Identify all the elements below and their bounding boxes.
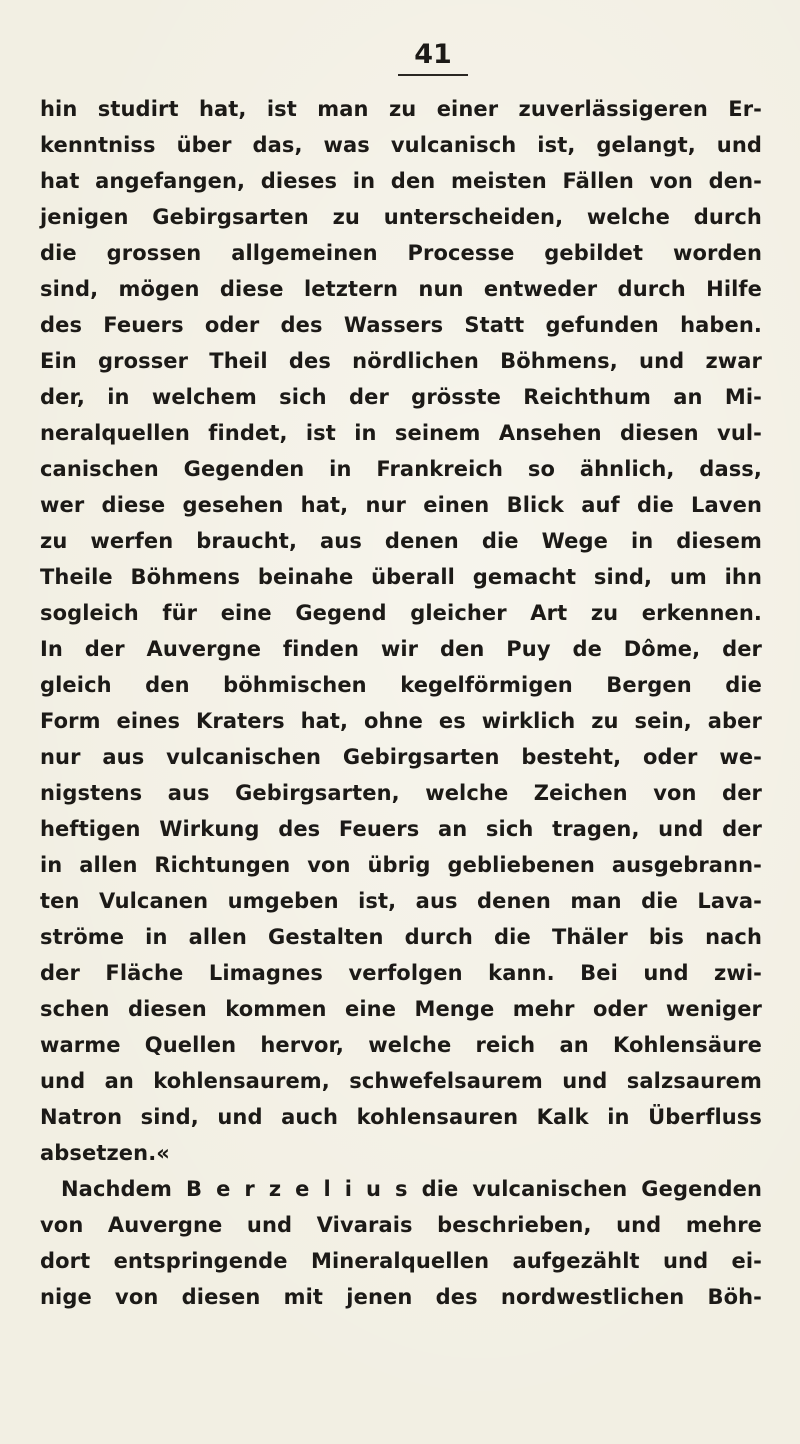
text-line: der Fläche Limagnes verfolgen kann. Bei und zwi- <box>40 961 762 985</box>
text-line: Nachdem B e r z e l i u s die vulcanischen Gegenden <box>61 1177 762 1201</box>
text-line: sogleich für eine Gegend gleicher Art zu erkennen. <box>40 601 762 625</box>
text-line: In der Auvergne finden wir den Puy de Dôme, der <box>40 637 762 661</box>
text-line: ten Vulcanen umgeben ist, aus denen man die Lava- <box>40 889 762 913</box>
text-line: die grossen allgemeinen Processe gebildet worden <box>40 241 762 265</box>
page-number-rule <box>398 74 468 76</box>
paragraph-2 <box>40 1171 762 1315</box>
text-line: von Auvergne und Vivarais beschrieben, und mehre <box>40 1213 762 1237</box>
text-line: nige von diesen mit jenen des nordwestlichen Böh- <box>40 1285 762 1309</box>
text-line: zu werfen braucht, aus denen die Wege in diesem <box>40 529 762 553</box>
text-line: nur aus vulcanischen Gebirgsarten besteht, oder we- <box>40 745 762 769</box>
text-line: des Feuers oder des Wassers Statt gefunden haben. <box>40 313 762 337</box>
text-line: Form eines Kraters hat, ohne es wirklich zu sein, aber <box>40 709 762 733</box>
text-line: hat angefangen, dieses in den meisten Fällen von den- <box>40 169 762 193</box>
text-line: neralquellen findet, ist in seinem Ansehen diesen vul- <box>40 421 762 445</box>
text-line: jenigen Gebirgsarten zu unterscheiden, welche durch <box>40 205 762 229</box>
text-line: absetzen.« <box>40 1141 170 1165</box>
text-line: der, in welchem sich der grösste Reichthum an Mi- <box>40 385 762 409</box>
text-line: Ein grosser Theil des nördlichen Böhmens, und zwar <box>40 349 762 373</box>
text-line: und an kohlensaurem, schwefelsaurem und salzsaurem <box>40 1069 762 1093</box>
body-text <box>40 91 762 1315</box>
text-line: hin studirt hat, ist man zu einer zuverlässigeren Er- <box>40 97 762 121</box>
text-line: kenntniss über das, was vulcanisch ist, gelangt, und <box>40 133 762 157</box>
text-line: nigstens aus Gebirgsarten, welche Zeichen von der <box>40 781 762 805</box>
text-line: heftigen Wirkung des Feuers an sich tragen, und der <box>40 817 762 841</box>
text-line: schen diesen kommen eine Menge mehr oder weniger <box>40 997 762 1021</box>
text-line: in allen Richtungen von übrig gebliebenen ausgebrann- <box>40 853 762 877</box>
text-line: canischen Gegenden in Frankreich so ähnlich, dass, <box>40 457 762 481</box>
text-line: ströme in allen Gestalten durch die Thäler bis nach <box>40 925 762 949</box>
text-line: warme Quellen hervor, welche reich an Kohlensäure <box>40 1033 762 1057</box>
text-line: Theile Böhmens beinahe überall gemacht sind, um ihn <box>40 565 762 589</box>
text-line: wer diese gesehen hat, nur einen Blick auf die Laven <box>40 493 762 517</box>
text-line: Natron sind, und auch kohlensauren Kalk in Überfluss <box>40 1105 762 1129</box>
paragraph-1 <box>40 91 762 1171</box>
text-line: sind, mögen diese letztern nun entweder durch Hilfe <box>40 277 762 301</box>
text-line: dort entspringende Mineralquellen aufgezählt und ei- <box>40 1249 762 1273</box>
text-line: gleich den böhmischen kegelförmigen Bergen die <box>40 673 762 697</box>
page-number: 41 <box>414 39 452 70</box>
